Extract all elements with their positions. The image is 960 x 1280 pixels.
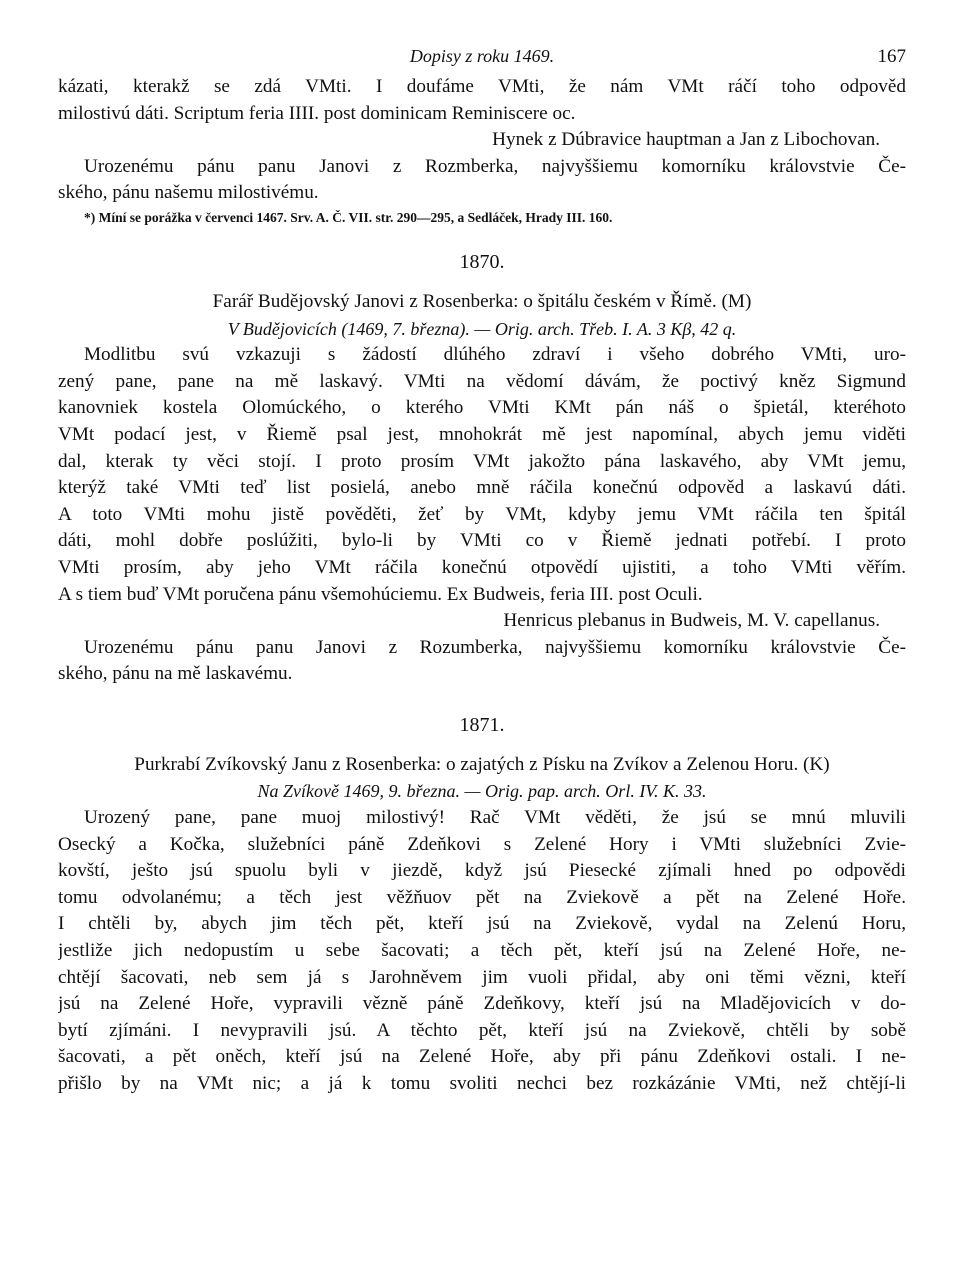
text-line: zený pane, pane na mě laskavý. VMti na vědomí dávám, že poctivý kněz Sigmund (58, 370, 906, 392)
signature: Henricus plebanus in Budweis, M. V. capellanus. (503, 610, 880, 632)
text-line: kovští, ješto jsú spuolu byli v jiezdě, když jsú Piesecké zjímali hned po odpovědi (58, 860, 906, 882)
text-line: kterýž také VMti teď list posielá, anebo mně ráčila konečnú odpověd a laskavú dáti. (58, 477, 906, 499)
text-line: VMt podací jest, v Řiemě psal jest, mnohokrát mě jest napomínal, abych jemu viděti (58, 423, 906, 445)
document-page (58, 40, 906, 1098)
top-letter-ending (58, 74, 906, 229)
text-line: šacovati, a pět oněch, kteří jsú na Zelené Hoře, aby při pánu Zdeňkovi ostali. I ne- (58, 1046, 906, 1068)
signature: Hynek z Dúbravice hauptman a Jan z Libochovan. (492, 129, 880, 151)
text-line: dáti, mohl dobře poslúžiti, bylo-li by VMti co v Řiemě jednati potřebí. I proto (58, 530, 906, 552)
text-line: A toto VMti mohu jistě pověděti, žeť by VMt, kdyby jemu VMt ráčila ten špitál (58, 503, 906, 525)
address-line: Urozenému pánu panu Janovi z Rozmberka, najvyššiemu komorníku královstvie Če- (84, 155, 906, 177)
text-line: chtějí šacovati, neb sem já s Jarohněvem jim vuoli přidal, aby oni těmi vězni, kteří (58, 966, 906, 988)
text-line: milostivú dáti. Scriptum feria IIII. post dominicam Reminiscere oc. (58, 102, 576, 124)
text-line: jsú na Zelené Hoře, vypravili vězně páně Zdeňkovy, kteří jsú na Mladějovicích v do- (58, 993, 906, 1015)
document-number: 1870. (459, 250, 505, 273)
letter-heading: Purkrabí Zvíkovský Janu z Rosenberka: o zajatých z Písku na Zvíkov a Zelenou Horu. (K) (134, 753, 830, 775)
letter-heading: Farář Budějovský Janovi z Rosenberka: o špitálu českém v Římě. (M) (212, 290, 752, 312)
text-line: bytí zjímáni. I nevypravili jsú. A těchto pět, kteří jsú na Zviekově, chtěli by sobě (58, 1019, 906, 1041)
text-line: tomu odvolanému; a těch jest věžňuov pět na Zviekově a pět na Zelené Hoře. (58, 886, 906, 908)
document-number: 1871. (459, 713, 505, 736)
text-line: přišlo by na VMt nic; a já k tomu svoliti nechci bez rozkázánie VMti, než chtějí-li (58, 1073, 906, 1094)
footnote: *) Míní se porážka v červenci 1467. Srv. A. Č. VII. str. 290—295, a Sedláček, Hrady III. 160. (84, 209, 613, 225)
text-line: jestliže jich nedopustím u sebe šacovati; a těch pět, kteří jsú na Zelené Hoře, ne- (58, 940, 906, 962)
page-header (58, 40, 906, 74)
text-line: dal, kterak ty věci stojí. I proto prosím VMt jakožto pána laskavého, aby VMt jemu, (58, 450, 906, 472)
text-line: A s tiem buď VMt poručena pánu všemohúciemu. Ex Budweis, feria III. post Oculi. (58, 583, 703, 605)
text-line: Urozený pane, pane muoj milostivý! Rač VMt věděti, že jsú se mnú mluvili (84, 807, 906, 829)
letter-source: V Budějovicích (1469, 7. března). — Orig. arch. Třeb. I. A. 3 Kβ, 42 q. (227, 318, 737, 339)
letter-source: Na Zvíkově 1469, 9. března. — Orig. pap. arch. Orl. IV. K. 33. (257, 781, 707, 802)
address-line: ského, pánu na mě laskavému. (58, 663, 293, 685)
text-line: VMti prosím, aby jeho VMt ráčila konečnú otpovědí ujistiti, a toho VMti věřím. (58, 556, 906, 578)
text-line: Modlitbu svú vzkazuji s žádostí dlúhého zdraví i všeho dobrého VMti, uro- (84, 344, 906, 366)
text-line: kázati, kterakž se zdá VMti. I doufáme VMti, že nám VMt ráčí toho odpověd (58, 76, 906, 97)
address-line: Urozenému pánu panu Janovi z Rozumberka, najvyššiemu komorníku královstvie Če- (84, 636, 906, 658)
text-line: kanovniek kostela Olomúckého, o kterého VMti KMt pán náš o špietál, kteréhoto (58, 397, 906, 419)
running-title: Dopisy z roku 1469. (409, 46, 555, 66)
address-line: ského, pánu našemu milostivému. (58, 182, 319, 204)
letter-1871 (58, 712, 906, 1098)
text-line: Osecký a Kočka, služebníci páně Zdeňkovi s Zelené Hory i VMti služebníci Zvie- (58, 833, 906, 855)
page-number: 167 (877, 46, 906, 67)
letter-1870 (58, 249, 906, 688)
text-line: I chtěli by, abych jim těch pět, kteří jsú na Zviekově, vydal na Zelenú Horu, (58, 913, 906, 935)
